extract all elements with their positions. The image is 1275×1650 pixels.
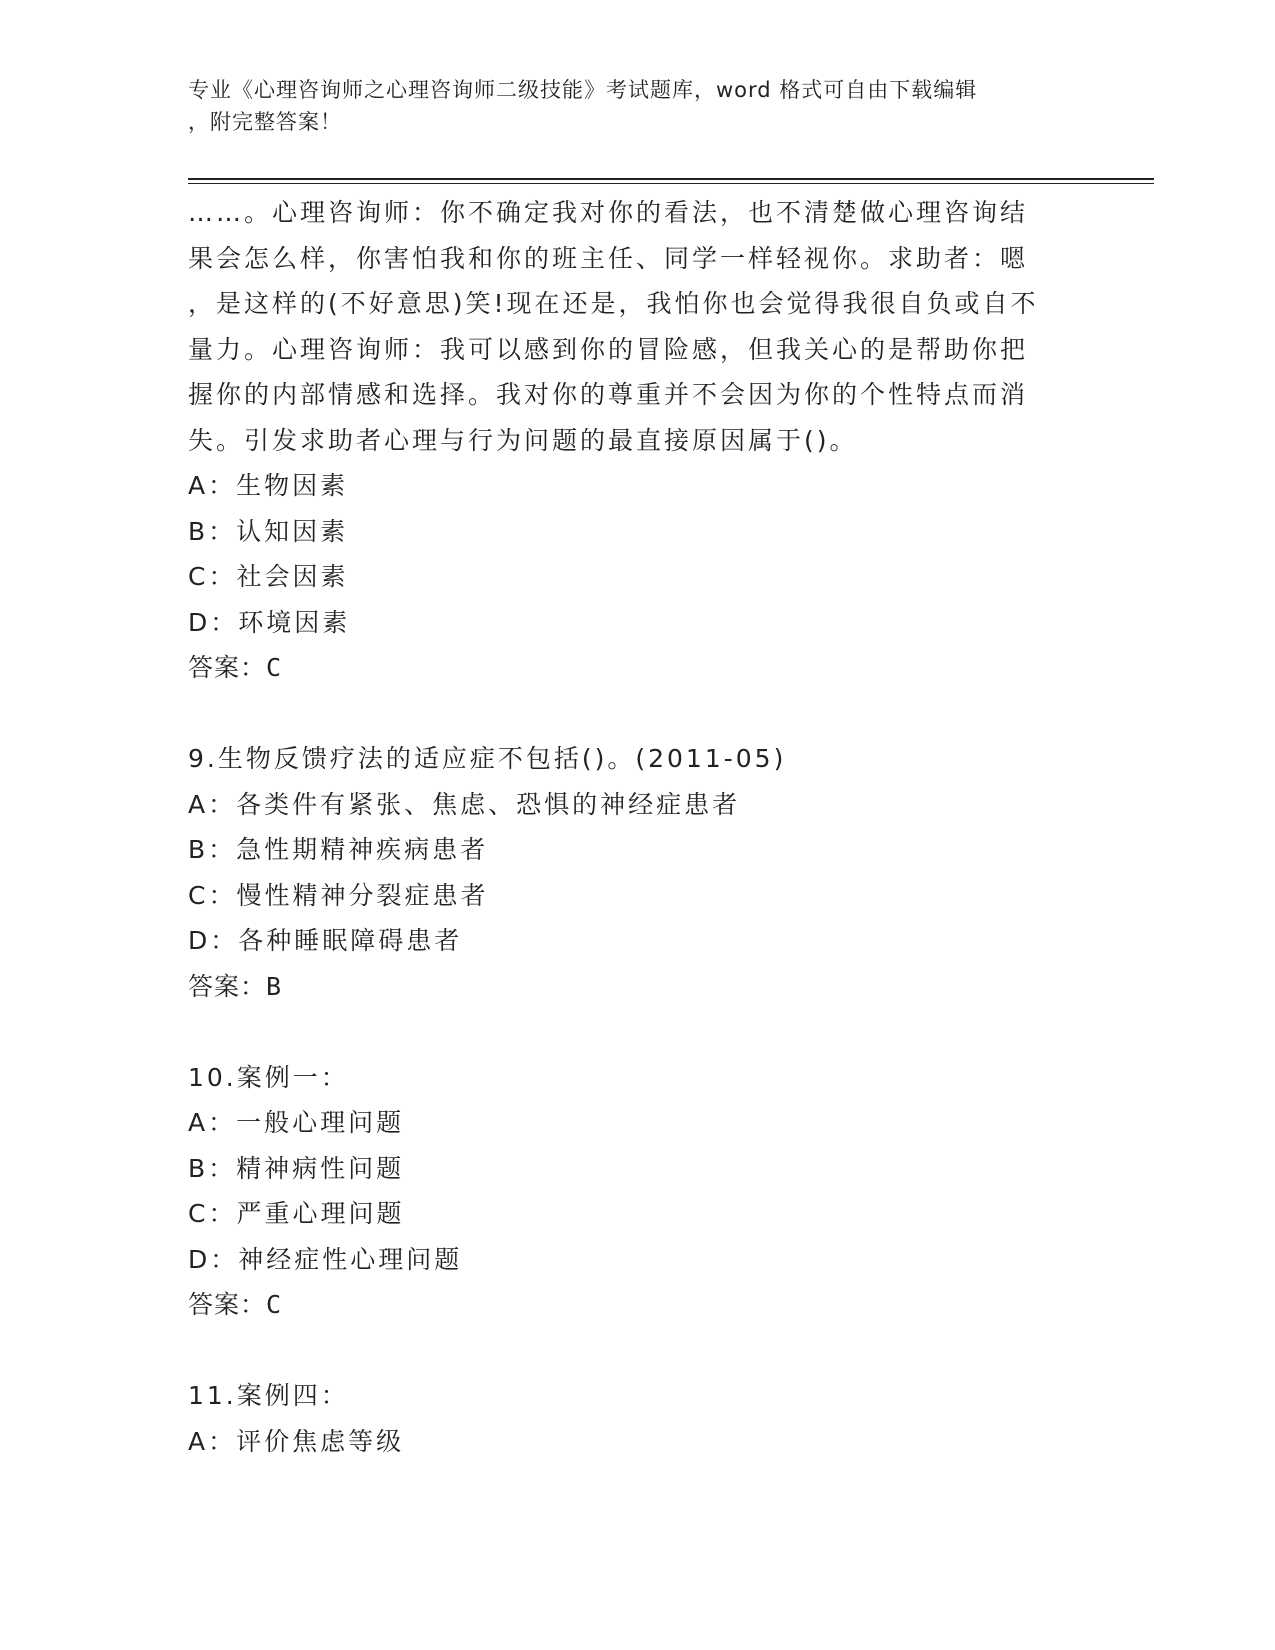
option-c: C：社会因素 [188, 562, 349, 591]
answer: 答案：B [188, 971, 283, 1001]
question-11 [188, 1373, 1088, 1464]
header-divider-thin [188, 183, 1154, 184]
header-divider-thick [188, 178, 1154, 180]
option-c: C：慢性精神分裂症患者 [188, 880, 489, 910]
spacer [188, 1009, 1088, 1055]
header-line-1: 专业《心理咨询师之心理咨询师二级技能》考试题库，word 格式可自由下载编辑 [188, 78, 978, 102]
option-a: A：评价焦虑等级 [188, 1426, 405, 1456]
option-a: A：一般心理问题 [188, 1108, 405, 1137]
question-stem-line: 量力。心理咨询师：我可以感到你的冒险感，但我关心的是帮助你把 [188, 334, 1029, 364]
option-b: B：急性期精神疾病患者 [188, 835, 489, 864]
answer: 答案：C [188, 653, 283, 682]
question-stem-line: 握你的内部情感和选择。我对你的尊重并不会因为你的个性特点而消 [188, 380, 1029, 409]
document-header [188, 74, 1068, 138]
question-stem-line: 果会怎么样，你害怕我和你的班主任、同学一样轻视你。求助者：嗯 [188, 243, 1029, 273]
question-10 [188, 1055, 1088, 1328]
option-b: B：认知因素 [188, 516, 349, 546]
question-stem: 9.生物反馈疗法的适应症不包括()。(2011-05) [188, 744, 787, 773]
question-stem-line: 失。引发求助者心理与行为问题的最直接原因属于()。 [188, 425, 858, 455]
answer: 答案：C [188, 1290, 283, 1319]
question-stem-line: ，是这样的(不好意思)笑!现在还是，我怕你也会觉得我很自负或自不 [188, 289, 1039, 318]
option-b: B：精神病性问题 [188, 1153, 405, 1183]
option-d: D：环境因素 [188, 607, 351, 637]
question-stem-line: ……。心理咨询师：你不确定我对你的看法，也不清楚做心理咨询结 [188, 198, 1029, 227]
header-line-2: ，附完整答案！ [188, 110, 342, 134]
option-d: D：各种睡眠障碍患者 [188, 926, 463, 955]
spacer [188, 1328, 1088, 1374]
option-d: D：神经症性心理问题 [188, 1244, 463, 1274]
question-9 [188, 736, 1088, 1009]
spacer [188, 691, 1088, 737]
question-list [188, 190, 1088, 1464]
question-stem: 10.案例一： [188, 1062, 349, 1092]
option-a: A：生物因素 [188, 471, 349, 500]
question-stem: 11.案例四： [188, 1381, 349, 1410]
option-c: C：严重心理问题 [188, 1199, 405, 1228]
option-a: A：各类件有紧张、焦虑、恐惧的神经症患者 [188, 789, 741, 819]
question-8 [188, 190, 1088, 691]
